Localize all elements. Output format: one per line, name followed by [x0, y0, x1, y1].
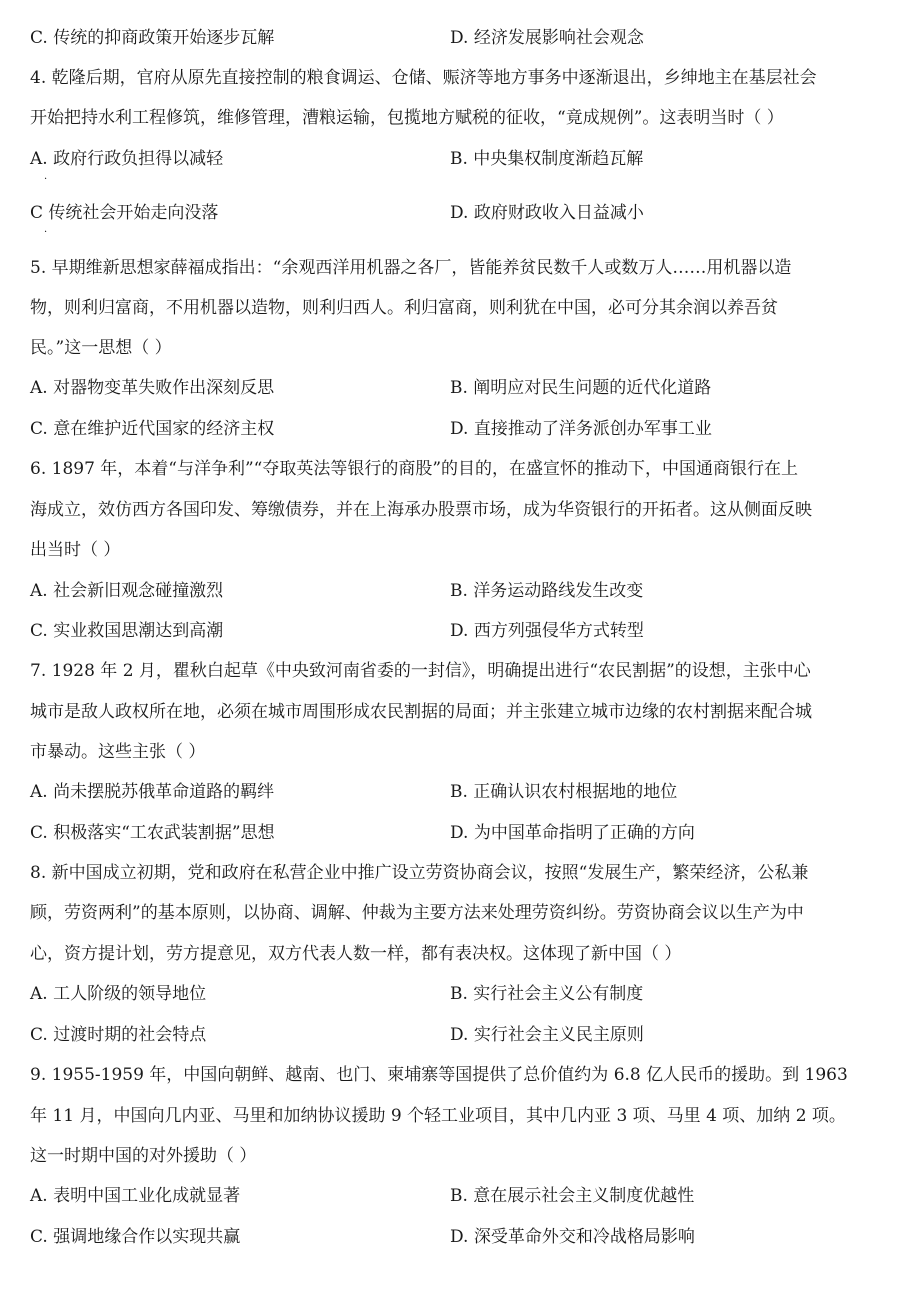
q6-stem-line-2: 海成立，效仿西方各国印发、筹缴债券，并在上海承办股票市场，成为华资银行的开拓者。这从侧面反映: [30, 500, 812, 520]
q9-option-c: C. 强调地缘合作以实现共赢: [30, 1227, 241, 1247]
q5-stem-line-2: 物，则利归富商，不用机器以造物，则利归西人。利归富商，则利犹在中国，必可分其余润以养吾贫: [30, 298, 778, 318]
q9-stem-line-2: 年 11 月，中国向几内亚、马里和加纳协议援助 9 个轻工业项目，其中几内亚 3 项、马里 4 项、加纳 2 项。: [30, 1106, 846, 1126]
q5-option-a: A. 对器物变革失败作出深刻反思: [30, 378, 275, 398]
q9-option-b: B. 意在展示社会主义制度优越性: [450, 1186, 695, 1206]
q7-option-d: D. 为中国革命指明了正确的方向: [450, 823, 695, 843]
q4-option-c: C 传统社会开始走向没落: [30, 203, 219, 223]
q3-option-d: D. 经济发展影响社会观念: [450, 28, 644, 48]
q5-stem-line-3: 民。”这一思想（ ）: [30, 338, 172, 358]
q7-option-a: A. 尚未摆脱苏俄革命道路的羁绊: [30, 782, 275, 802]
q4-option-d: D. 政府财政收入日益减小: [450, 203, 644, 223]
q6-stem-line-3: 出当时（ ）: [30, 540, 121, 560]
q8-option-c: C. 过渡时期的社会特点: [30, 1025, 207, 1045]
q9-stem-line-3: 这一时期中国的对外援助（ ）: [30, 1146, 257, 1166]
q7-stem-line-3: 市暴动。这些主张（ ）: [30, 742, 206, 762]
q6-stem-line-1: 6. 1897 年，本着“与洋争利”“夺取英法等银行的商股”的目的，在盛宣怀的推动下，中国通商银行在上: [30, 459, 799, 479]
q7-option-b: B. 正确认识农村根据地的地位: [450, 782, 678, 802]
q4-stem-line-1: 4. 乾隆后期，官府从原先直接控制的粮食调运、仓储、赈济等地方事务中逐渐退出，乡绅地主在基层社会: [30, 68, 817, 88]
q8-stem-line-3: 心，资方提计划，劳方提意见，双方代表人数一样，都有表决权。这体现了新中国（ ）: [30, 944, 682, 964]
q9-option-d: D. 深受革命外交和冷战格局影响: [450, 1227, 695, 1247]
q4-option-b: B. 中央集权制度渐趋瓦解: [450, 149, 644, 169]
q5-option-c: C. 意在维护近代国家的经济主权: [30, 419, 275, 439]
q7-option-c: C. 积极落实“工农武装割据”思想: [30, 823, 275, 843]
q3-option-c: C. 传统的抑商政策开始逐步瓦解: [30, 28, 275, 48]
q8-option-d: D. 实行社会主义民主原则: [450, 1025, 644, 1045]
q5-option-b: B. 阐明应对民生问题的近代化道路: [450, 378, 712, 398]
q6-option-d: D. 西方列强侵华方式转型: [450, 621, 644, 641]
q7-stem-line-1: 7. 1928 年 2 月，瞿秋白起草《中央致河南省委的一封信》，明确提出进行“农民割据”的设想，主张中心: [30, 661, 811, 681]
q6-option-a: A. 社会新旧观念碰撞激烈: [30, 581, 224, 601]
q8-option-b: B. 实行社会主义公有制度: [450, 984, 644, 1004]
q9-option-a: A. 表明中国工业化成就显著: [30, 1186, 241, 1206]
q4-stem-line-2: 开始把持水利工程修筑，维修管理，漕粮运输，包揽地方赋税的征收，“竟成规例”。这表明当时（ ）: [30, 108, 784, 128]
q6-option-c: C. 实业救国思潮达到高潮: [30, 621, 224, 641]
q8-stem-line-1: 8. 新中国成立初期，党和政府在私营企业中推广设立劳资协商会议，按照“发展生产，繁荣经济，公私兼: [30, 863, 809, 883]
q8-stem-line-2: 顾，劳资两利”的基本原则，以协商、调解、仲裁为主要方法来处理劳资纠纷。劳资协商会议以生产为中: [30, 903, 804, 923]
q6-option-b: B. 洋务运动路线发生改变: [450, 581, 644, 601]
q4-option-a: A. 政府行政负担得以减轻: [30, 149, 224, 169]
q7-stem-line-2: 城市是敌人政权所在地，必须在城市周围形成农民割据的局面；并主张建立城市边缘的农村割据来配合城: [30, 702, 812, 722]
q5-stem-line-1: 5. 早期维新思想家薛福成指出：“余观西洋用机器之各厂，皆能养贫民数千人或数万人……用机器以造: [30, 258, 792, 278]
print-dot-mark: ·: [44, 174, 48, 185]
q8-option-a: A. 工人阶级的领导地位: [30, 984, 207, 1004]
q9-stem-line-1: 9. 1955-1959 年，中国向朝鲜、越南、也门、柬埔寨等国提供了总价值约为 6.8 亿人民币的援助。到 1963: [30, 1065, 848, 1085]
print-dot-mark: ·: [44, 227, 48, 238]
q5-option-d: D. 直接推动了洋务派创办军事工业: [450, 419, 712, 439]
